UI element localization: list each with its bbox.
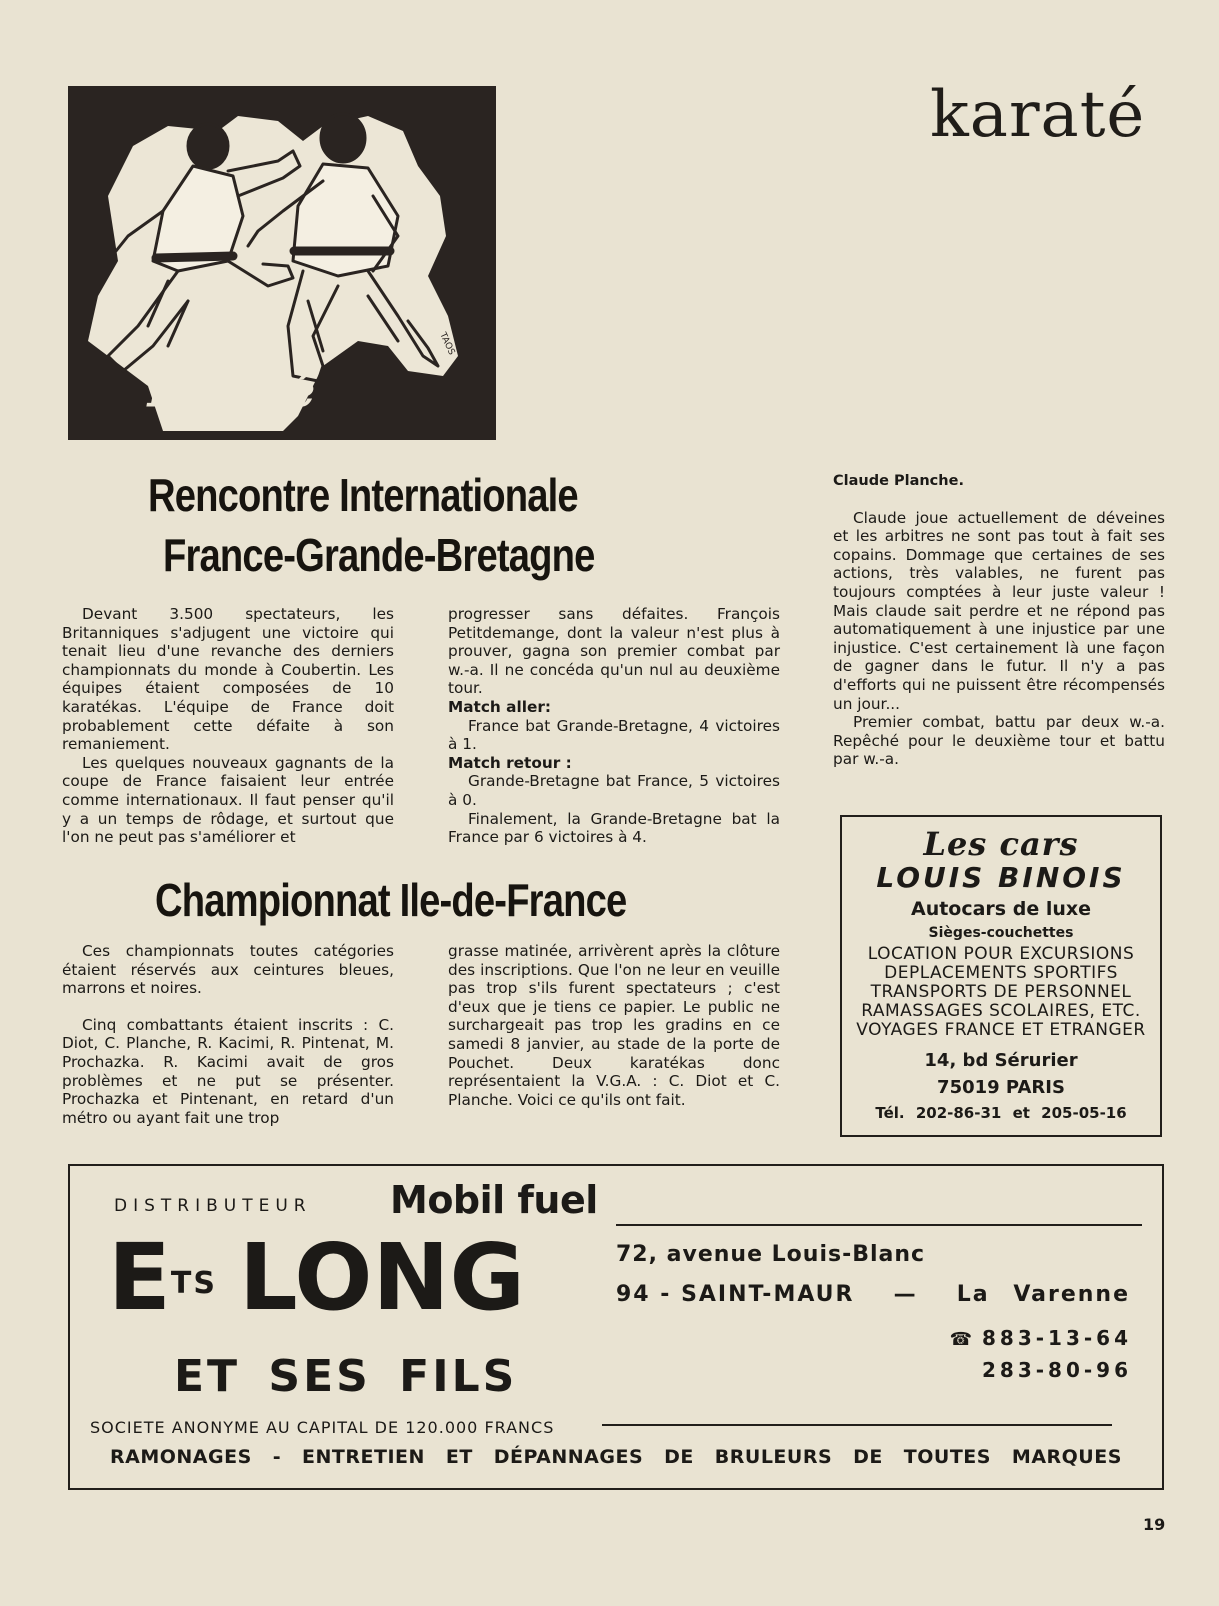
- ad-long-ets-e: E: [108, 1224, 171, 1331]
- ad-long-phones: [950, 1326, 1132, 1382]
- ad-cars-service-line: VOYAGES FRANCE ET ETRANGER: [856, 1020, 1146, 1040]
- section-title: karaté: [930, 78, 1146, 152]
- ad-cars-phone-1: 202-86-31: [915, 1104, 1002, 1122]
- telephone-icon: ☎: [949, 1329, 976, 1350]
- ad-cars-address-city: 75019 PARIS: [937, 1077, 1065, 1098]
- right-column: [833, 472, 1165, 769]
- ad-long-brand: Mobil fuel: [390, 1178, 598, 1222]
- article2-column-1: [62, 942, 394, 1127]
- article1-headline-line1: Rencontre Internationale: [148, 469, 578, 521]
- ad-long-service-word: DE: [664, 1446, 694, 1468]
- ad-cars-phone-2: 205-05-16: [1041, 1104, 1127, 1122]
- ad-ets-long: [68, 1164, 1164, 1490]
- ad-cars-company-name: LOUIS BINOIS: [876, 861, 1126, 894]
- article2-col1-paragraph: Cinq combattants étaient inscrits : C. Diot, C. Planche, R. Kacimi, R. Pintenat, M. Prochazka. R. Kacimi avait de gros problèmes et ne put se présenter. Prochazka et Pintenant, en retard d'un métro ou ayant fait une trop: [62, 1015, 394, 1127]
- ad-long-service-word: BRULEURS: [714, 1446, 833, 1468]
- ad-long-ets-ts: TS: [170, 1266, 217, 1301]
- ad-long-address-la: La: [956, 1282, 990, 1307]
- match-aller-text: France bat Grande-Bretagne, 4 victoires à 1.: [448, 716, 780, 754]
- article1-headline-line2: France-Grande-Bretagne: [163, 529, 595, 581]
- ad-cars-service-line: LOCATION POUR EXCURSIONS: [867, 944, 1135, 964]
- ad-cars-phones: [842, 1104, 1160, 1122]
- ad-long-address-street: 72, avenue Louis-Blanc: [616, 1242, 926, 1267]
- ad-cars-address-street: 14, bd Sérurier: [924, 1050, 1078, 1071]
- ad-cars-phone-label: Tél.: [875, 1104, 905, 1122]
- match-retour-text: Grande-Bretagne bat France, 5 victoires à 0.: [448, 772, 780, 809]
- match-aller-label: Match aller:: [448, 697, 551, 716]
- ad-cars-service-line: TRANSPORTS DE PERSONNEL: [870, 982, 1132, 1002]
- match-retour-label: Match retour :: [448, 753, 572, 772]
- ad-cars-service-line: DEPLACEMENTS SPORTIFS: [884, 963, 1118, 983]
- ad-long-service-word: -: [272, 1446, 282, 1468]
- article2-headline: Championnat Ile-de-France: [155, 874, 627, 926]
- ad-long-ets-name: [108, 1224, 525, 1331]
- final-result-text: Finalement, la Grande-Bretagne bat la France par 6 victoires à 4.: [448, 809, 780, 847]
- ad-cars-service-line: RAMASSAGES SCOLAIRES, ETC.: [861, 1001, 1141, 1021]
- ad-long-address-district: Varenne: [1013, 1282, 1130, 1307]
- ad-long-service-word: MARQUES: [1011, 1446, 1122, 1468]
- ad-long-sons: ET SES FILS: [174, 1351, 518, 1402]
- ad-long-address-city: 94 - SAINT-MAUR: [616, 1282, 855, 1307]
- article1-col1-paragraph: Devant 3.500 spectateurs, les Britanniques s'adjugent une victoire qui tenait lieu d'une revanche des derniers championnats du monde à Coubertin. Les équipes étaient composées de 10 karatékas. L'équipe de France doit probablement cette défaite à son remaniement.: [62, 605, 394, 754]
- claude-planche-heading: Claude Planche.: [833, 473, 964, 489]
- fighters-drawing: [68, 86, 496, 440]
- ad-long-service-word: DE: [853, 1446, 883, 1468]
- page-number: 19: [1143, 1515, 1166, 1534]
- ad-long-phone-line-1: [950, 1326, 1132, 1350]
- ad-long-name: LONG: [238, 1224, 525, 1331]
- ad-long-phone-1: 883-13-64: [981, 1326, 1132, 1350]
- illustration-signature: TAOS: [437, 331, 457, 357]
- article1-column-2: [448, 605, 780, 847]
- ad-long-capital: SOCIETE ANONYME AU CAPITAL DE 120.000 FRANCS: [90, 1418, 555, 1437]
- article2-col1-paragraph: Ces championnats toutes catégories étaient réservés aux ceintures bleues, marrons et noires.: [62, 942, 394, 998]
- article1-column-1: [62, 605, 394, 847]
- right-column-paragraph: Premier combat, battu par deux w.-a. Repêché pour le deuxième tour et battu par w.-a.: [833, 713, 1165, 769]
- article2-col2-paragraph: grasse matinée, arrivèrent après la clôture des inscriptions. Que l'on ne leur en veuille pas trop s'ils furent spectateurs ; c'est d'eux que je tiens ce papier. Le public ne surchargeait pas trop les gradins en ce samedi 8 janvier, au stade de la porte de Pouchet. Deux karatékas donc représentaient la V.G.A. : C. Diot et C. Planche. Voici ce qu'ils ont fait.: [448, 942, 780, 1109]
- ad-long-service-word: ET: [445, 1446, 473, 1468]
- ad-long-address-city-line: [616, 1282, 1130, 1307]
- ad-long-distributor-label: DISTRIBUTEUR: [114, 1196, 312, 1216]
- ad-long-phone-2: 283-80-96: [981, 1358, 1132, 1382]
- ad-cars-subtagline: Sièges-couchettes: [928, 925, 1074, 941]
- ad-les-cars-louis-binois: [840, 815, 1162, 1137]
- ad-cars-script-title: Les cars: [923, 825, 1079, 863]
- article1-col1-paragraph: Les quelques nouveaux gagnants de la coupe de France faisaient leur entrée comme internationaux. Il faut penser qu'il y a un temps de rôdage, et surtout que l'on ne peut pas s'améliorer et: [62, 753, 394, 847]
- ad-long-address-dash: —: [893, 1282, 918, 1307]
- ad-cars-phone-and: et: [1012, 1104, 1030, 1122]
- ad-long-service-word: TOUTES: [903, 1446, 991, 1468]
- article2-column-2: [448, 942, 780, 1109]
- ad-long-service-word: RAMONAGES: [110, 1446, 252, 1468]
- ad-long-service-word: ENTRETIEN: [302, 1446, 425, 1468]
- ad-long-bottom-rule: [602, 1424, 1112, 1426]
- ad-long-address-district-wrap: [957, 1282, 1130, 1307]
- right-column-paragraph: Claude joue actuellement de déveines et les arbitres ne sont pas tout à fait ses copains. Dommage que certaines de ses actions, très valables, ne furent pas toujours comptées à leur juste valeur ! Mais claude sait perdre et ne répond pas automatiquement à une injustice par une injustice. C'est certainement là une façon de gagner dans le futur. Il n'y a pas d'efforts qui ne puissent être récompensés un jour...: [833, 508, 1165, 713]
- ad-cars-tagline: Autocars de luxe: [910, 898, 1092, 920]
- ad-long-service-word: DÉPANNAGES: [493, 1446, 644, 1468]
- karate-illustration: [68, 86, 496, 440]
- ad-cars-services: [842, 945, 1160, 1040]
- ad-long-services: [110, 1446, 1122, 1468]
- illustration-caption: Karaté: [148, 366, 315, 417]
- article1-col2-paragraph: progresser sans défaites. François Petitdemange, dont la valeur n'est plus à prouver, gagna son premier combat par w.-a. Il ne concéda qu'un nul au deuxième tour.: [448, 605, 780, 698]
- ad-long-top-rule: [616, 1224, 1142, 1226]
